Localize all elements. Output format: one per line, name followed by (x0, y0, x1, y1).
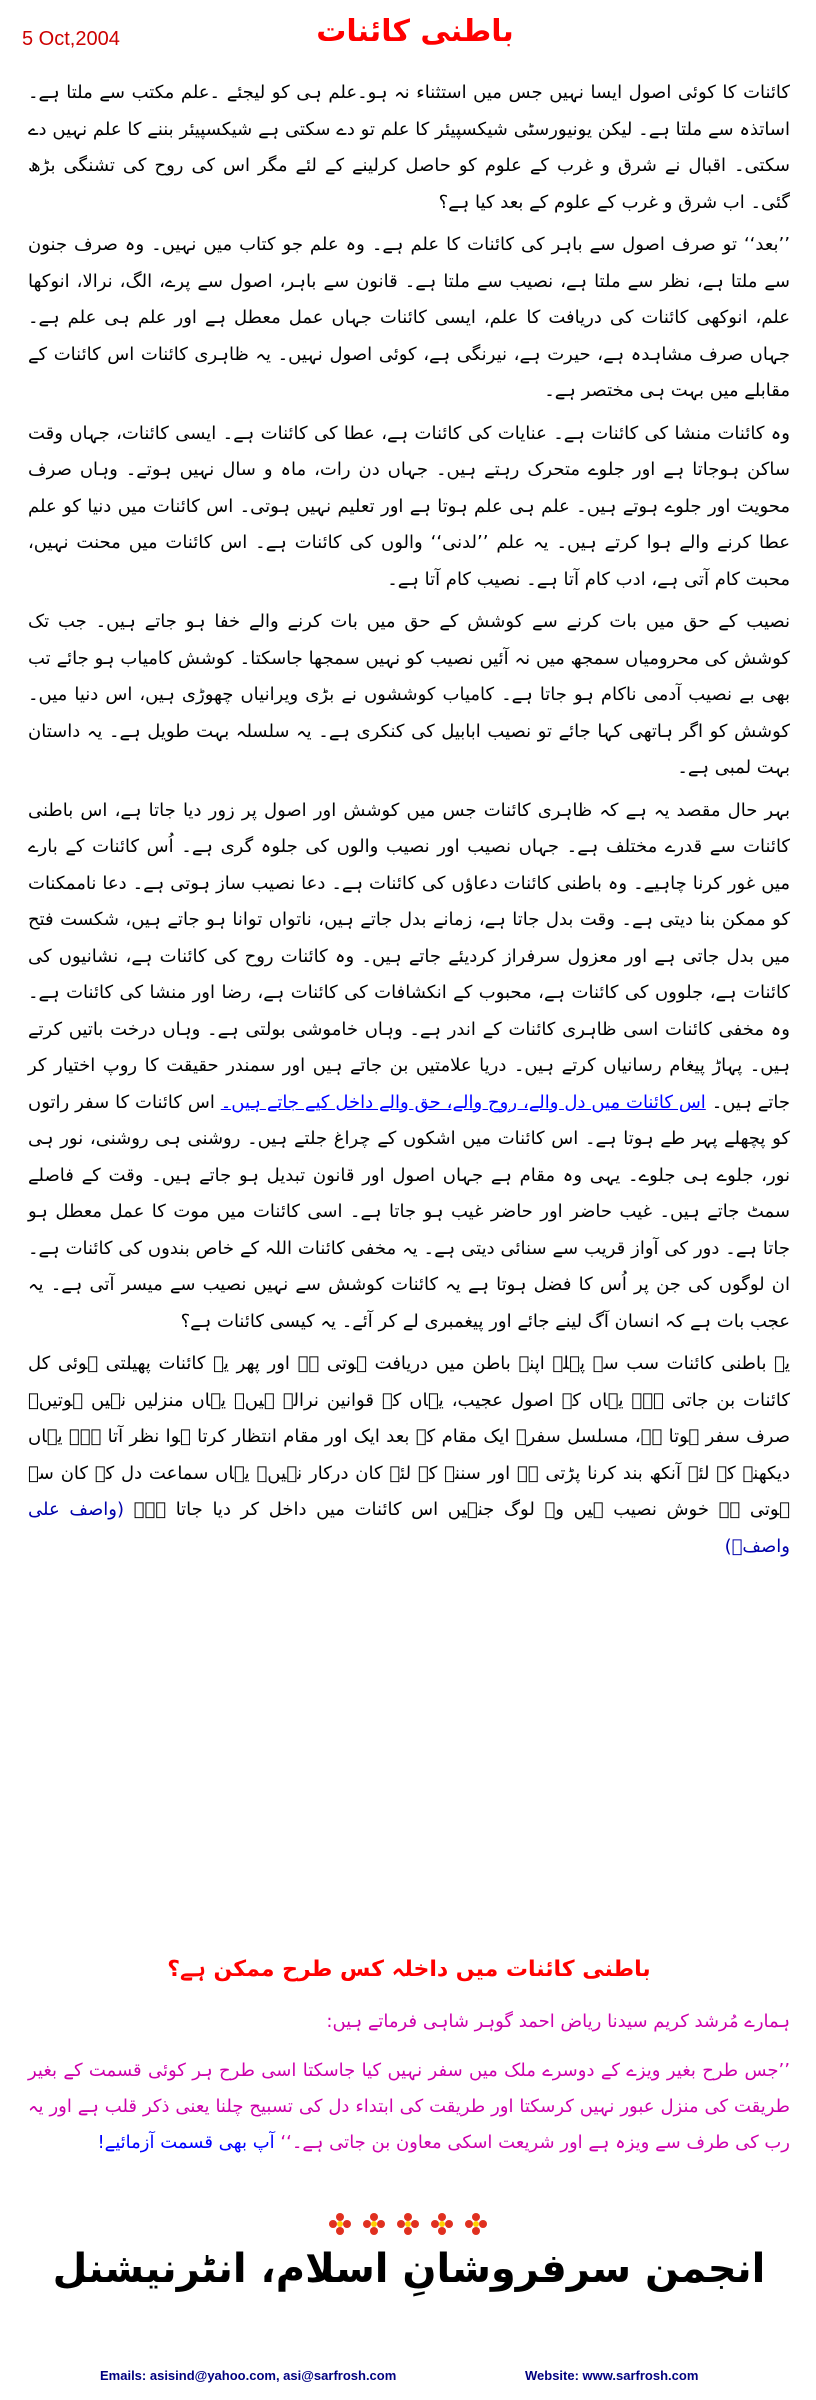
header (0, 0, 816, 75)
paragraph-3: وہ کائنات منشا کی کائنات ہے۔ عنایات کی کائنات ہے، عطا کی کائنات ہے۔ ایسی کائنات، جہاں وقت ساکن ہوجاتا ہے اور جلوے متحرک رہتے ہیں۔ جہاں دن رات، ماہ و سال نہیں ہوتے۔ وہاں صرف محویت اور جلوے ہوتے ہیں۔ علم ہی علم ہوتا ہے اور تعلیم نہیں ہوتی۔ اس کائنات میں دنیا کو علم عطا کرنے والے ہوا کرتے ہیں۔ یہ علم ’’لدنی‘‘ والوں کی کائنات ہے۔ اس کائنات میں محنت نہیں، محبت کام آتی ہے، ادب کام آتا ہے۔ نصیب کام آتا ہے۔ (28, 422, 790, 590)
flower-icon (362, 2212, 386, 2236)
quote-text: ’’جس طرح بغیر ویزے کے دوسرے ملک میں سفر نہیں کیا جاسکتا اسی طرح ہر کوئی قسمت کے بغیر طریقت کی منزل عبور نہیں کرسکتا اور طریقت کی ابتداء دل کی تسبیح چلنا یعنی ذکر قلب ہے اور یہ رب کی طرف سے ویزہ ہے اور شریعت اسکی معاون بن جاتی ہے۔‘‘ (28, 2060, 790, 2153)
flower-icon (328, 2212, 352, 2236)
author-signature: (واصف علی واصفؒ) (28, 1499, 790, 1557)
flower-icon (396, 2212, 420, 2236)
call-to-action: آپ بھی قسمت آزمائیے! (97, 2132, 275, 2153)
date: 5 Oct,2004 (22, 28, 120, 50)
quote-intro: ہمارے مُرشد کریم سیدنا ریاض احمد گوہر شاہی فرماتے ہیں: (326, 2011, 790, 2032)
paragraph-5-text: بہر حال مقصد یہ ہے کہ ظاہری کائنات جس میں کوشش اور اصول پر زور دیا جاتا ہے، اس باطنی کائنات سے قدرے مختلف ہے۔ جہاں نصیب اور نصیب والوں کی جلوہ گری ہے۔ اُس کائنات کے بارے میں غور کرنا چاہیے۔ وہ باطنی کائنات دعاؤں کی کائنات ہے۔ دعا نصیب ساز ہوتی ہے۔ دعا ناممکنات کو ممکن بنا دیتی ہے۔ وقت بدل جاتا ہے، زمانے بدل جاتے ہیں، ناتواں توانا ہو جاتے ہیں، شکست فتح میں بدل جاتی ہے اور معزول سرفراز کردیئے جاتے ہیں۔ وہ کائنات روح کی کائنات ہے، نشانیوں کی کائنات ہے، جلووں کی کائنات ہے، محبوب کے انکشافات کی کائنات ہے، رضا اور منشا کی کائنات ہے۔ وہ مخفی کائنات اسی ظاہری کائنات کے اندر ہے۔ وہاں خاموشی بولتی ہے۔ وہاں درخت باتیں کرتے ہیں۔ پہاڑ پیغام رسانیاں کرتے ہیں۔ دریا علامتیں بن جاتے ہیں اور سمندر حقیقت کا روپ اختیار کر جاتے ہیں۔ (28, 799, 790, 1113)
decorative-divider (268, 2212, 548, 2242)
website-link[interactable]: Website: www.sarfrosh.com (525, 2368, 699, 2383)
organization-name: انجمن سرفروشانِ اسلام، انٹرنیشنل (52, 2246, 766, 2292)
paragraph-6-text: اس کائنات کا سفر راتوں کو پچھلے پہر طے ہوتا ہے۔ اس کائنات میں اشکوں کے چراغ جلتے ہیں۔ روشنی ہی روشنی، نور ہی نور، جلوے ہی جلوے۔ یہی وہ مقام ہے جہاں اصول اور قانون تبدیل ہو جاتے ہیں۔ وقت کے فاصلے سمٹ جاتے ہیں۔ غیب حاضر اور حاضر غیب ہو جاتا ہے۔ اسی کائنات میں موت کا عمل معطل ہو جاتا ہے۔ دور کی آواز قریب سے سنائی دیتی ہے۔ یہ مخفی کائنات اللہ کے خاص بندوں کی کائنات ہے۔ ان لوگوں کی جن پر اُس کا فضل ہوتا ہے یہ کائنات کوشش سے نہیں نصیب سے میسر آتی ہے۔ یہ عجب بات ہے کہ انسان آگ لینے جائے اور پیغمبری لے کر آئے۔ یہ کیسی کائنات ہے؟ (28, 1091, 790, 1332)
paragraph-7 (28, 1346, 790, 1565)
paragraph-7-text: یہ باطنی کائنات سب سے پہلے اپنے باطن میں دریافت ہوتی ہے اور پھر یہ کائنات پھیلتی ہوئی کل کائنات بن جاتی ہے۔ یہاں کے اصول عجیب، یہاں کے قوانین نرالے ہیں۔ یہاں منزلیں نہیں ہوتیں۔ صرف سفر ہوتا ہے، مسلسل سفر۔ ایک مقام کے بعد ایک اور مقام انتظار کرتا ہوا نظر آتا ہے۔ یہاں دیکھنے کے لئے آنکھ بند کرنا پڑتی ہے اور سننے کے لئے کان درکار نہیں۔ یہاں سماعت دل کے کان سے ہوتی ہے خوش نصیب ہیں وہ لوگ جنہیں اس کائنات میں داخل کر دیا جاتا ہے۔ (28, 1353, 790, 1520)
paragraph-1: کائنات کا کوئی اصول ایسا نہیں جس میں استثناء نہ ہو۔علم ہی کو لیجئے ۔علم مکتب سے ملتا ہے۔ اساتذہ سے ملتا ہے۔ لیکن یونیورسٹی شیکسپیئر کا علم تو دے سکتی ہے شیکسپیئر بننے کا علم نہیں دے سکتی۔ اقبال نے شرق و غرب کے علوم کو حاصل کرلینے کے لئے مگر اس کی روح کی تشنگی بڑھ گئی۔ اب شرق و غرب کے علوم کے بعد کیا ہے؟ (28, 82, 790, 213)
paragraph-2: ’’بعد‘‘ تو صرف اصول سے باہر کی کائنات کا علم ہے۔ وہ علم جو کتاب میں نہیں۔ وہ صرف جنون سے ملتا ہے، نظر سے ملتا ہے، نصیب سے ملتا ہے۔ قانون سے باہر، اصول سے پرے، الگ، نرالا، انوکھا علم، انوکھی کائنات کی دریافت کا علم، ایسی کائنات جہاں عمل معطل ہے اور علم ہی علم ہے۔ جہاں صرف مشاہدہ ہے، حیرت ہے، نیرنگی ہے، کوئی اصول نہیں۔ یہ ظاہری کائنات اس کائنات کے مقابلے میں بہت ہی مختصر ہے۔ (28, 234, 790, 401)
subheading: باطنی کائنات میں داخلہ کس طرح ممکن ہے؟ (167, 1957, 651, 1982)
flower-icon (464, 2212, 488, 2236)
email-links[interactable]: Emails: asisind@yahoo.com, asi@sarfrosh.com (100, 2368, 397, 2383)
highlight-text: اس کائنات میں دل والے، روح والے، حق والے داخل کیے جاتے ہیں۔ (220, 1091, 706, 1113)
paragraph-5 (28, 793, 790, 1341)
page-title: باطنی کائنات (316, 14, 514, 49)
article-body (28, 75, 790, 1571)
quote-block (28, 2053, 790, 2161)
paragraph-4: نصیب کے حق میں بات کرنے سے کوشش کے حق میں بات کرنے والے خفا ہو جاتے ہیں۔ جب تک کوشش کی محرومیاں سمجھ میں نہ آئیں نصیب کو نہیں سمجھا جاسکتا۔ کوشش کامیاب ہو جائے تب بھی بے نصیب آدمی ناکام ہو جاتا ہے۔ کامیاب کوششوں نے بڑی ویرانیاں چھوڑی ہیں، اس دنیا میں۔ کوشش کو اگر ہاتھی کہا جائے تو نصیب ابابیل کی کنکری ہے۔ یہ سلسلہ بہت طویل ہے۔ یہ داستان بہت لمبی ہے۔ (28, 611, 790, 778)
flower-icon (430, 2212, 454, 2236)
